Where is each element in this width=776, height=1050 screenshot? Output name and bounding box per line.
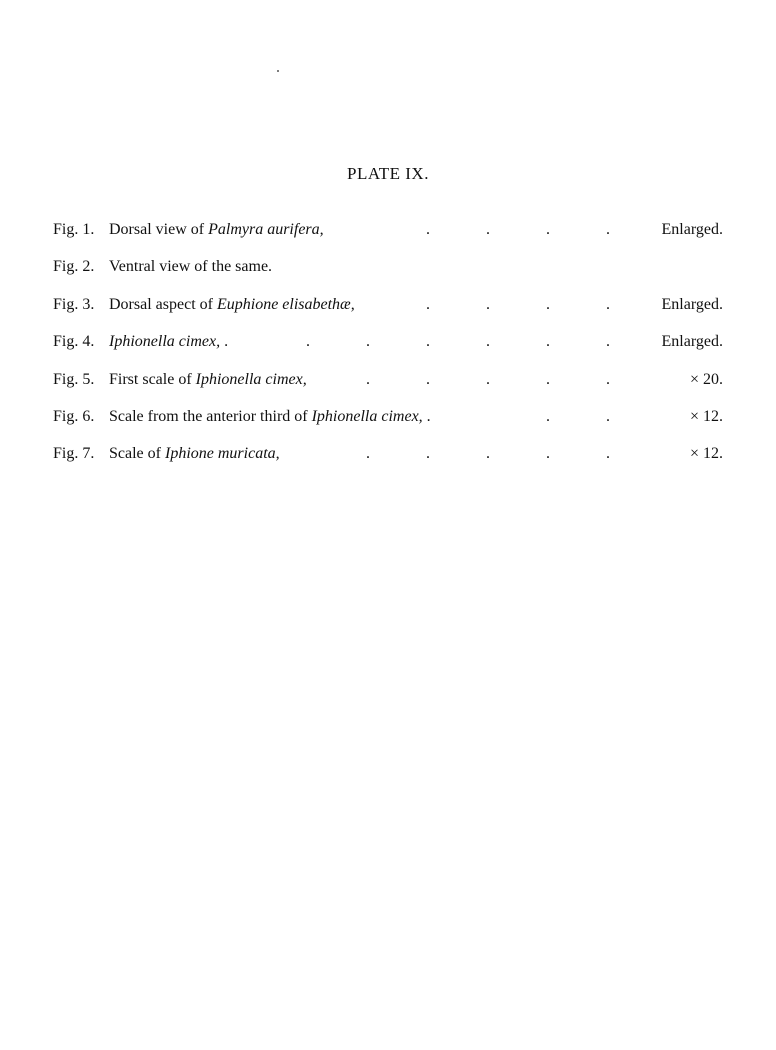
leader-dot: . xyxy=(426,221,430,238)
figure-row-2 xyxy=(53,253,723,290)
figure-desc-text: Dorsal view of xyxy=(109,221,209,238)
figure-row-3 xyxy=(53,291,723,328)
figure-label: Fig. 5. xyxy=(53,370,95,388)
leader-dot: . xyxy=(546,407,550,425)
leader-dot: . xyxy=(486,333,490,351)
figure-magnification: Enlarged. xyxy=(661,333,723,351)
figure-row-5 xyxy=(53,366,723,403)
figure-desc-text: Scale from the anterior third of xyxy=(109,407,312,425)
leader-dot: . xyxy=(486,295,490,313)
figure-list xyxy=(53,216,723,478)
figure-label: Fig. 6. xyxy=(53,407,95,425)
leader-dot: . xyxy=(366,445,370,463)
leader-dot: . xyxy=(546,295,550,313)
figure-row-4 xyxy=(53,328,723,365)
figure-magnification: × 12. xyxy=(689,445,723,463)
leader-dot: . xyxy=(546,445,550,463)
leader-dot: . xyxy=(606,221,610,238)
leader-dot: . xyxy=(426,370,430,388)
leader-dot: . xyxy=(366,370,370,388)
plate-title: PLATE IX. xyxy=(347,164,429,183)
leader-dot: . xyxy=(426,333,430,351)
leader-dot: . xyxy=(306,333,310,351)
figure-desc-species: Iphionella cimex, xyxy=(195,370,307,388)
figure-desc-text: First scale of xyxy=(109,370,196,388)
leader-dot: . xyxy=(486,221,490,238)
leader-dots xyxy=(53,440,723,468)
figure-label: Fig. 3. xyxy=(53,295,95,313)
leader-dot: . xyxy=(546,333,550,351)
figure-description xyxy=(109,253,272,281)
figure-label: Fig. 1. xyxy=(53,221,95,238)
figure-magnification: × 12. xyxy=(689,407,723,425)
leader-dot: . xyxy=(546,370,550,388)
figure-desc-species: Iphione muricata, xyxy=(164,445,280,463)
figure-desc-species: Iphionella cimex, xyxy=(311,407,423,425)
figure-row-6 xyxy=(53,403,723,440)
leader-dot: . xyxy=(606,370,610,388)
scan-speck xyxy=(277,70,279,72)
figure-desc-species: Euphione elisabethæ, xyxy=(216,295,355,313)
figure-label: Fig. 4. xyxy=(53,333,95,351)
figure-label: Fig. 2. xyxy=(53,258,95,276)
leader-dots xyxy=(53,216,723,244)
leader-dot: . xyxy=(606,407,610,425)
leader-dot: . xyxy=(606,295,610,313)
leader-dot: . xyxy=(486,445,490,463)
leader-dots xyxy=(53,403,723,431)
figure-label: Fig. 7. xyxy=(53,445,95,463)
figure-row-1 xyxy=(53,216,723,253)
figure-magnification: Enlarged. xyxy=(661,221,723,238)
leader-dot: . xyxy=(606,333,610,351)
leader-dot: . xyxy=(486,370,490,388)
leader-dot: . xyxy=(606,445,610,463)
figure-row-7 xyxy=(53,440,723,477)
figure-magnification: × 20. xyxy=(689,370,723,388)
leader-dot: . xyxy=(426,445,430,463)
figure-desc-species: Iphionella cimex, xyxy=(109,333,221,351)
leader-dots xyxy=(53,328,723,356)
figure-magnification: Enlarged. xyxy=(661,295,723,313)
leader-dots xyxy=(53,366,723,394)
leader-dot: . xyxy=(366,333,370,351)
figure-desc-species: Palmyra aurifera, xyxy=(208,221,324,238)
figure-desc-text: Scale of xyxy=(109,445,165,463)
figure-desc-after: . xyxy=(220,333,229,351)
figure-desc-text: Ventral view of the same. xyxy=(109,258,273,276)
figure-desc-text: Dorsal aspect of xyxy=(109,295,217,313)
leader-dot: . xyxy=(546,221,550,238)
leader-dot: . xyxy=(426,295,430,313)
figure-desc-after: . xyxy=(422,407,431,425)
leader-dots xyxy=(53,291,723,319)
